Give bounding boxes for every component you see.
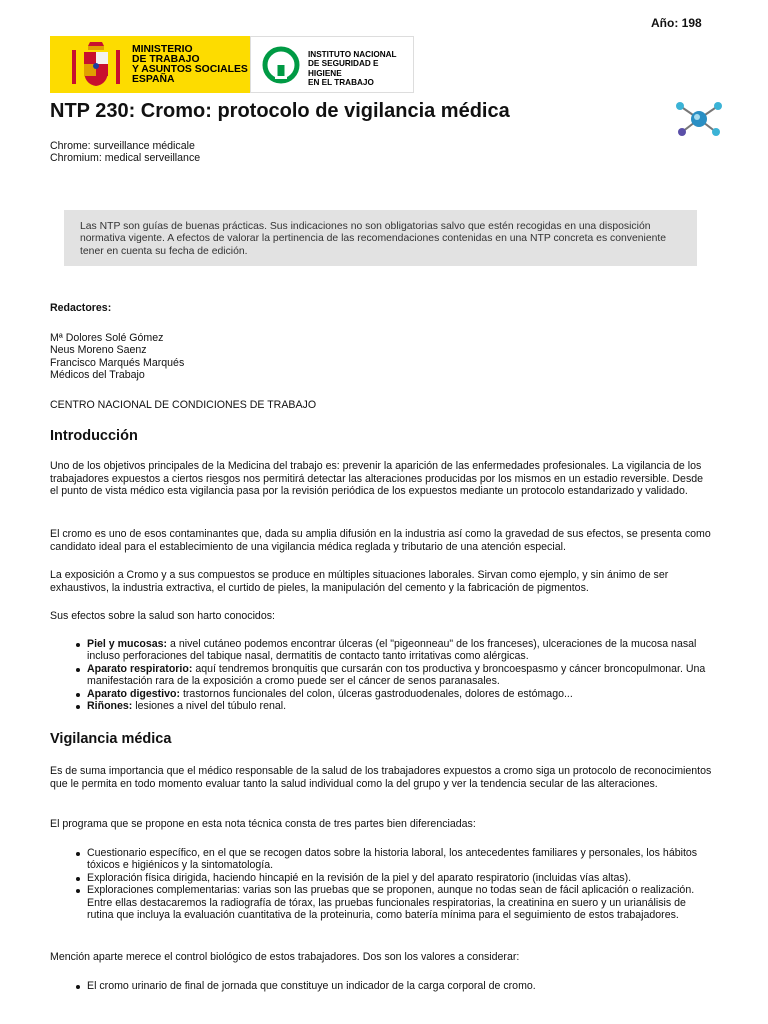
authors-label: Redactores: [50, 302, 112, 314]
author-3: Francisco Marqués Marqués [50, 357, 185, 369]
intro-paragraph: El cromo es uno de esos contaminantes que, dada su amplia difusión en la industria así como la gravedad de sus efectos, se presenta como candidato ideal para el establecimiento de una vigilancia médica reglada y tributario de una atención especial. [50, 528, 711, 553]
molecule-icon [674, 100, 724, 138]
list-item: Riñones: lesiones a nivel del túbulo renal. [87, 700, 714, 712]
institute-name: INSTITUTO NACIONAL DE SEGURIDAD E HIGIENE EN EL TRABAJO [308, 50, 397, 88]
program-parts-list [50, 847, 714, 921]
coat-of-arms-icon [70, 40, 122, 89]
intro-paragraph: Uno de los objetivos principales de la Medicina del trabajo es: prevenir la aparición de las enfermedades profesionales. La vigilancia de los trabajadores expuestos a ciertos riesgos nos permitirá detectar las alteraciones producidas por los mismos en un estadio reversible. Desde el punto de vista médico esta vigilancia pasa por la revisión periódica de los expuestos mediante un protocolo estandarizado y validado. [50, 460, 704, 498]
surveillance-paragraph: Mención aparte merece el control biológico de estos trabajadores. Dos son los valores a considerar: [50, 951, 520, 963]
year-label: Año: 198 [651, 16, 702, 30]
author-role: Médicos del Trabajo [50, 369, 145, 381]
surveillance-paragraph: El programa que se propone en esta nota técnica consta de tres partes bien diferenciadas: [50, 818, 476, 830]
author-2: Neus Moreno Saenz [50, 344, 147, 356]
ministry-name: MINISTERIO DE TRABAJO Y ASUNTOS SOCIALES ESPAÑA [132, 44, 248, 85]
notice-box: Las NTP son guías de buenas prácticas. Sus indicaciones no son obligatorias salvo que estén recogidas en una disposición normativa vigente. A efectos de valorar la pertinencia de las recomendaciones contenidas en una NTP concreta es conveniente tener en cuenta su fecha de edición. [64, 210, 697, 266]
ministry-logo [50, 36, 250, 93]
intro-paragraph: La exposición a Cromo y a sus compuestos se produce en múltiples situaciones laborales. Sirvan como ejemplo, y sin ánimo de ser exhaustivos, la industria extractiva, el curtido de pieles, la manipulación del cemento y la fabricación de pigmentos. [50, 569, 669, 594]
intro-paragraph: Sus efectos sobre la salud son harto conocidos: [50, 610, 275, 622]
institute-emblem-icon [261, 45, 301, 85]
section-heading-intro: Introducción [50, 428, 138, 444]
institute-logo [250, 36, 414, 93]
section-heading-surveillance: Vigilancia médica [50, 731, 172, 747]
effects-list [50, 638, 714, 712]
center-name: CENTRO NACIONAL DE CONDICIONES DE TRABAJO [50, 399, 317, 411]
header-logos [50, 36, 414, 93]
author-1: Mª Dolores Solé Gómez [50, 332, 164, 344]
list-item: Cuestionario específico, en el que se recogen datos sobre la historia laboral, los antecedentes familiares y personales, los hábitos tóxicos e higiénicos y la sintomatología. [87, 847, 714, 872]
list-item: El cromo urinario de final de jornada que constituye un indicador de la carga corporal de cromo. [87, 980, 714, 992]
alt-title-en: Chromium: medical serveillance [50, 152, 201, 164]
list-item: Aparato digestivo: trastornos funcionales del colon, úlceras gastroduodenales, dolores de estómago... [87, 688, 714, 700]
list-item: Exploración física dirigida, haciendo hincapié en la revisión de la piel y del aparato respiratorio (incluidas vías altas). [87, 872, 714, 884]
alt-title-fr: Chrome: surveillance médicale [50, 140, 195, 152]
surveillance-paragraph: Es de suma importancia que el médico responsable de la salud de los trabajadores expuestos a cromo siga un protocolo de reconocimientos que le permita en todo momento evaluar tanto la salud individual como la del grupo y ver la tendencia secular de las alteraciones. [50, 765, 712, 790]
biological-control-list [50, 980, 714, 992]
page-title: NTP 230: Cromo: protocolo de vigilancia médica [50, 100, 510, 122]
list-item: Exploraciones complementarias: varias son las pruebas que se proponen, aunque no todas sean de fácil aplicación o realización. Entre ellas destacaremos la radiografía de tórax, las pruebas funcionales respiratorias, la creatinina en suero y un urianálisis de rutina que incluya la evaluación cuantitativa de la proteinuria, como batería mínima para el seguimiento de estos trabajadores. [87, 884, 714, 921]
list-item: Aparato respiratorio: aquí tendremos bronquitis que cursarán con tos productiva y broncoespasmo y cáncer broncopulmonar. Una manifestación rara de la exposición a cromo puede ser el cáncer de senos paranasales. [87, 663, 714, 688]
list-item: Piel y mucosas: a nivel cutáneo podemos encontrar úlceras (el "pigeonneau" de los franceses), ulceraciones de la mucosa nasal incluso perforaciones del tabique nasal, dermatitis de contacto tanto irritativas como alérgicas. [87, 638, 714, 663]
